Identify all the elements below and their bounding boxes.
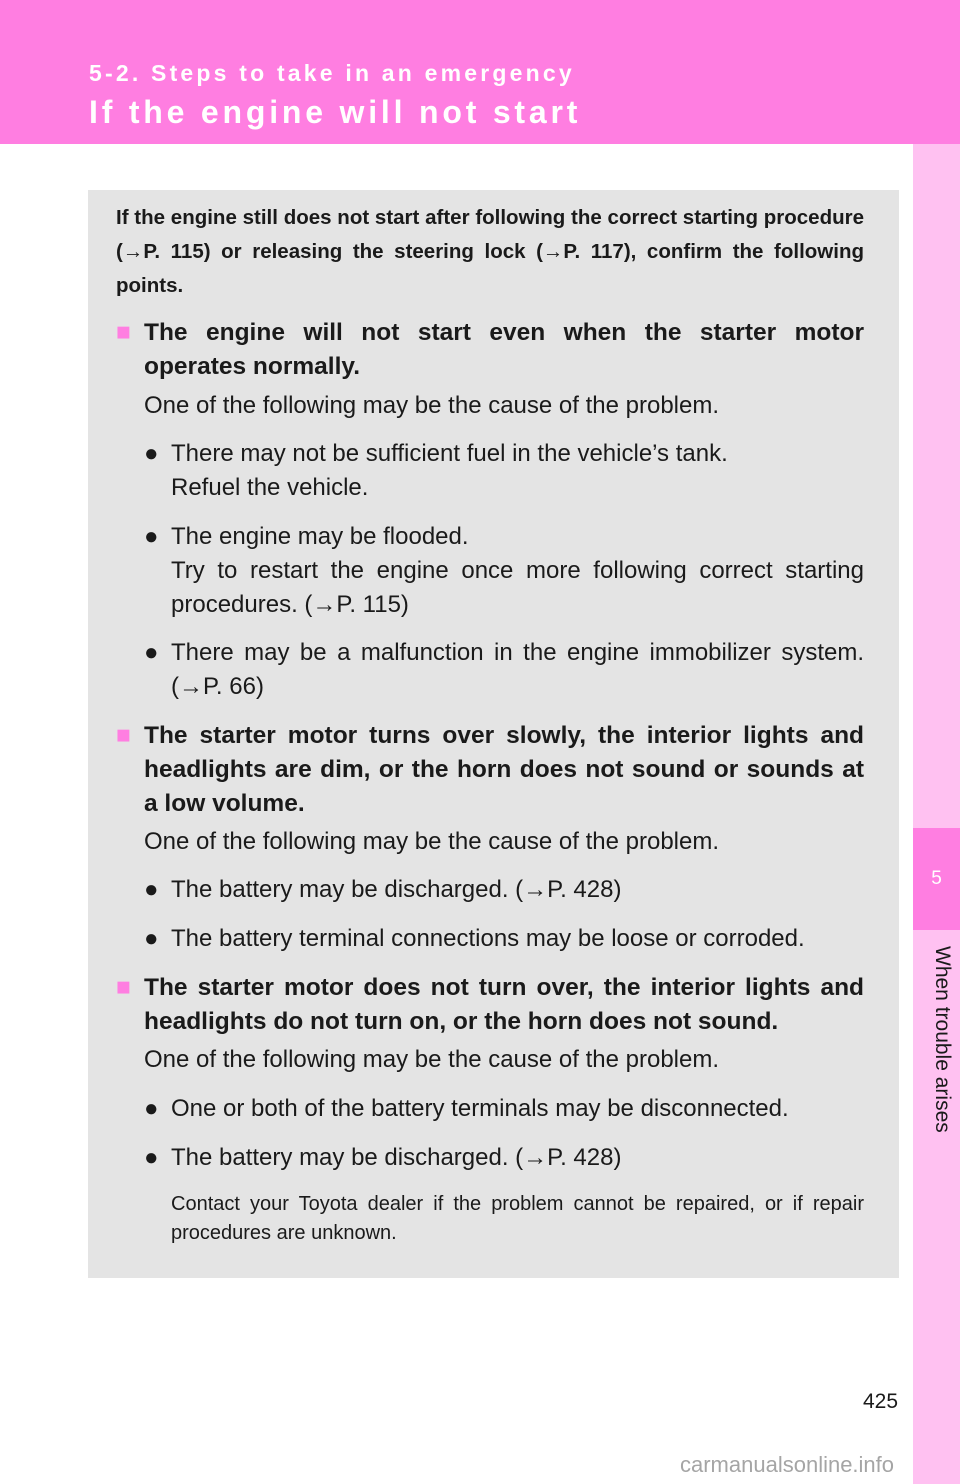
watermark: carmanualsonline.info (680, 1452, 895, 1477)
section-label: 5-2. Steps to take in an emergency (89, 60, 575, 86)
dot-bullet-icon: ● (144, 925, 159, 952)
side-tab (913, 144, 960, 1484)
page-header (0, 0, 960, 144)
list-item (144, 873, 864, 907)
section-lead-3: One of the following may be the cause of the problem. (144, 1046, 720, 1073)
section-title-text: The starter motor turns over slowly, the interior lights and headlights are dim, or the horn does not sound or sounds at a low volume. (144, 722, 864, 817)
intro-text: If the engine still does not start after following the correct starting procedure (→P. 115) or releasing the steering lock (→P. 117), confirm the following points. (116, 206, 864, 297)
section-title-2 (116, 719, 864, 821)
list-item (144, 520, 864, 622)
dot-bullet-icon: ● (144, 876, 159, 903)
square-bullet-icon: ■ (116, 722, 131, 749)
list-item-text: The battery terminal connections may be loose or corroded. (171, 925, 805, 952)
list-item (144, 922, 864, 956)
section-title-text: The engine will not start even when the starter motor operates normally. (144, 319, 864, 380)
list-item (144, 1092, 864, 1126)
chapter-name: When trouble arises (931, 946, 954, 1133)
page-title: If the engine will not start (89, 94, 582, 130)
section-title-3 (116, 971, 864, 1039)
section-title-1 (116, 316, 864, 384)
list-item-text: The engine may be flooded. (171, 523, 469, 550)
dot-bullet-icon: ● (144, 440, 159, 467)
list-item-text: The battery may be discharged. (→P. 428) (171, 876, 622, 903)
dot-bullet-icon: ● (144, 1144, 159, 1171)
list-item-text: Refuel the vehicle. (171, 474, 369, 501)
section-lead-1: One of the following may be the cause of the problem. (144, 392, 720, 419)
list-item (144, 437, 864, 505)
list-item-text: The battery may be discharged. (→P. 428) (171, 1144, 622, 1171)
list-item (144, 636, 864, 704)
page-number: 425 (863, 1390, 899, 1413)
chapter-number: 5 (913, 828, 960, 930)
list-item-text: One or both of the battery terminals may be disconnected. (171, 1095, 789, 1122)
dot-bullet-icon: ● (144, 639, 159, 666)
dot-bullet-icon: ● (144, 1095, 159, 1122)
list-item (144, 1141, 864, 1175)
section-title-text: The starter motor does not turn over, the interior lights and headlights do not turn on, or the horn does not sound. (144, 974, 864, 1035)
dealer-note: Contact your Toyota dealer if the problem cannot be repaired, or if repair procedures are unknown. (171, 1193, 864, 1244)
section-lead-2: One of the following may be the cause of the problem. (144, 828, 720, 855)
dot-bullet-icon: ● (144, 523, 159, 550)
square-bullet-icon: ■ (116, 974, 131, 1001)
list-item-text: There may be a malfunction in the engine immobilizer system. (→P. 66) (171, 639, 864, 700)
square-bullet-icon: ■ (116, 319, 131, 346)
list-item-text: There may not be sufficient fuel in the vehicle’s tank. (171, 440, 728, 467)
list-item-text: Try to restart the engine once more following correct starting procedures. (→P. 115) (171, 557, 864, 618)
